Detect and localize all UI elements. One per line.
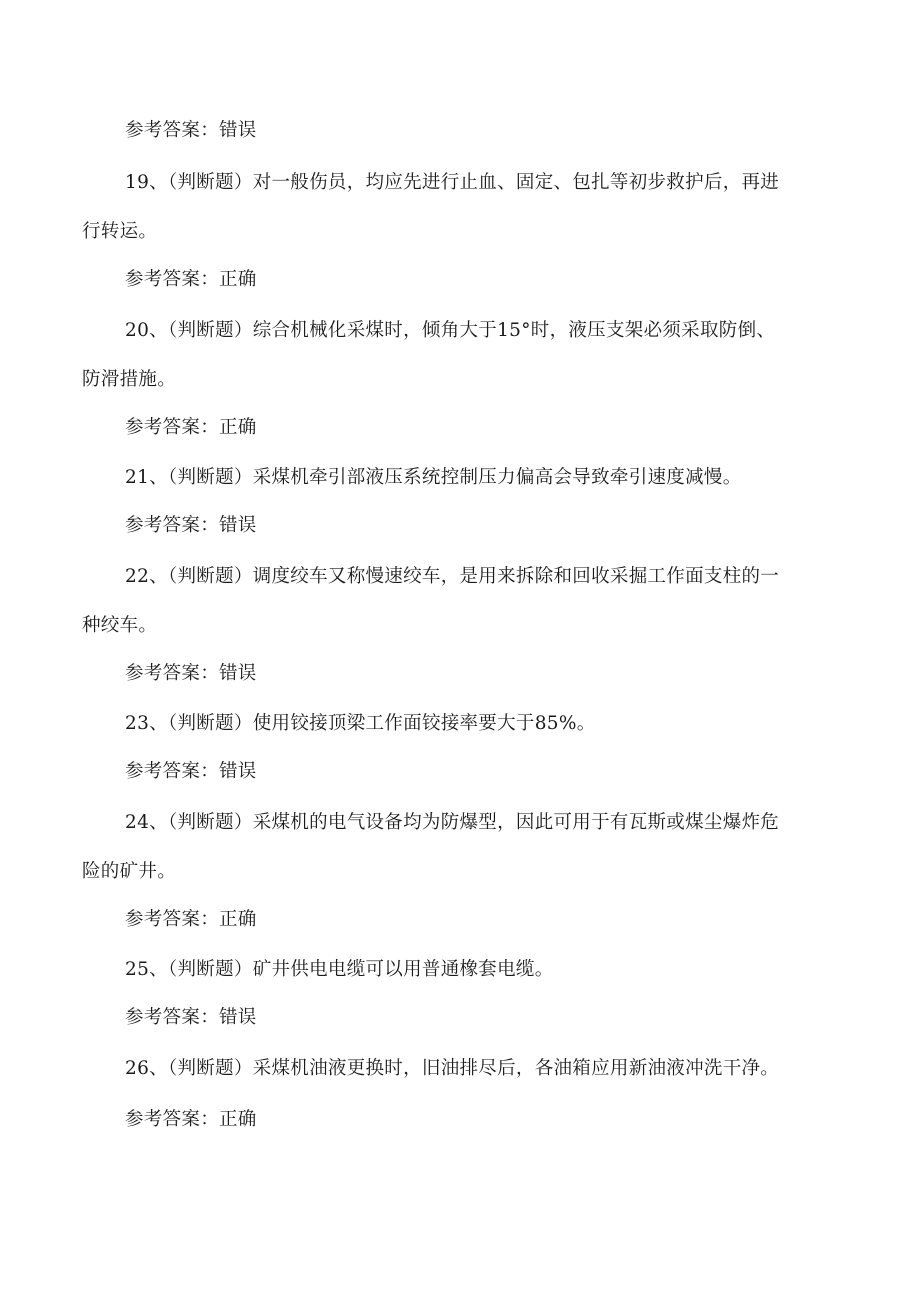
question-21-line1: 21、（判断题）采煤机牵引部液压系统控制压力偏高会导致牵引速度减慢。 (125, 467, 742, 488)
question-20-line1: 20、（判断题）综合机械化采煤时，倾角大于15°时，液压支架必须采取防倒、 (125, 320, 776, 341)
answer-19: 参考答案：正确 (125, 269, 257, 290)
question-20-line2: 防滑措施。 (82, 369, 177, 390)
answer-21: 参考答案：错误 (125, 515, 257, 536)
answer-25: 参考答案：错误 (125, 1007, 257, 1028)
question-23-line1: 23、（判断题）使用铰接顶梁工作面铰接率要大于85%。 (125, 713, 596, 734)
answer-22: 参考答案：错误 (125, 663, 257, 684)
question-22-line1: 22、（判断题）调度绞车又称慢速绞车，是用来拆除和回收采掘工作面支柱的一 (125, 566, 780, 587)
answer-24: 参考答案：正确 (125, 909, 257, 930)
answer-26: 参考答案：正确 (125, 1109, 257, 1130)
question-26-line1: 26、（判断题）采煤机油液更换时，旧油排尽后，各油箱应用新油液冲洗干净。 (125, 1058, 780, 1079)
question-19-line2: 行转运。 (82, 221, 158, 242)
question-25-line1: 25、（判断题）矿井供电电缆可以用普通橡套电缆。 (125, 959, 554, 980)
answer-20: 参考答案：正确 (125, 417, 257, 438)
question-24-line2: 险的矿井。 (82, 861, 177, 882)
question-22-line2: 种绞车。 (82, 615, 158, 636)
question-19-line1: 19、（判断题）对一般伤员，均应先进行止血、固定、包扎等初步救护后，再进 (125, 172, 780, 193)
question-24-line1: 24、（判断题）采煤机的电气设备均为防爆型，因此可用于有瓦斯或煤尘爆炸危 (125, 812, 780, 833)
answer-line: 参考答案：错误 (125, 120, 257, 141)
answer-23: 参考答案：错误 (125, 761, 257, 782)
